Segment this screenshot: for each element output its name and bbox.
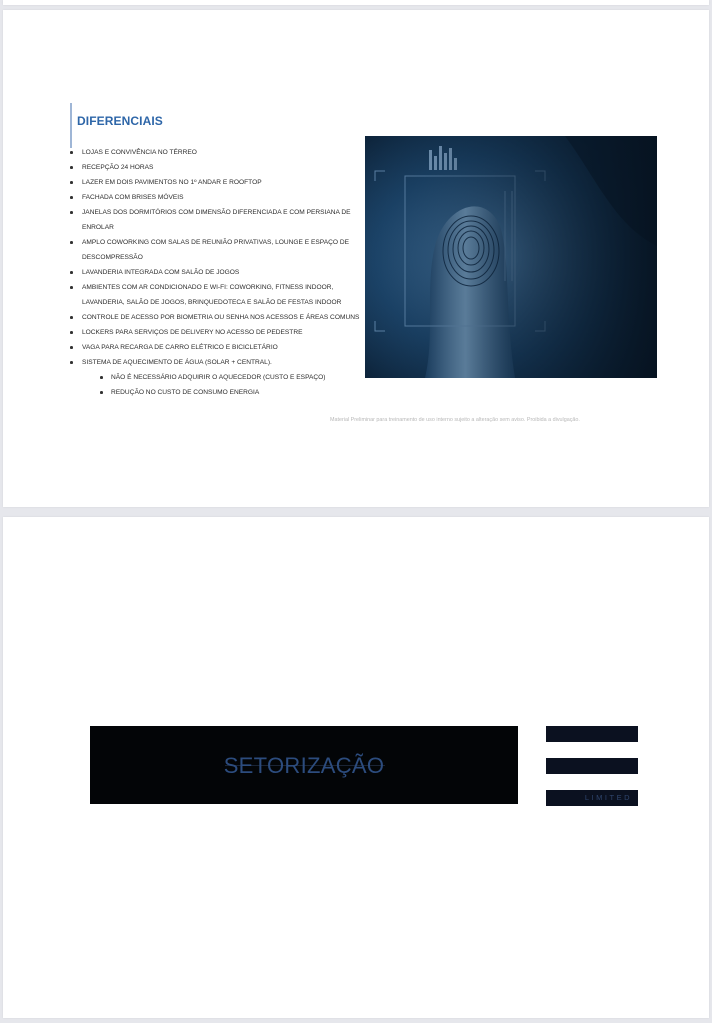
section-title-band (90, 726, 518, 804)
previous-page-edge (3, 0, 709, 5)
slide-diferenciais (3, 10, 709, 507)
slide-setorizacao (3, 517, 709, 1018)
disclaimer-text: Material Preliminar para treinamento de uso interno sujeito a alteração sem aviso. Proibida a divulgação. (330, 417, 580, 423)
feature-item: JANELAS DOS DORMITÓRIOS COM DIMENSÃO DIFERENCIADA E COM PERSIANA DE ENROLAR (67, 205, 367, 235)
section-title: SETORIZAÇÃO (223, 753, 385, 778)
feature-item: RECEPÇÃO 24 HORAS (67, 160, 367, 175)
slide-title: DIFERENCIAIS (77, 114, 163, 128)
feature-item: AMBIENTES COM AR CONDICIONADO E WI-FI: COWORKING, FITNESS INDOOR, LAVANDERIA, SALÃO DE JOGOS, BRINQUEDOTECA E SALÃO DE FESTAS INDOOR (67, 280, 367, 310)
feature-item: FACHADA COM BRISES MÓVEIS (67, 190, 367, 205)
feature-item: LOJAS E CONVIVÊNCIA NO TÉRREO (67, 145, 367, 160)
feature-item: LOCKERS PARA SERVIÇOS DE DELIVERY NO ACESSO DE PEDESTRE (67, 325, 367, 340)
feature-item: LAVANDERIA INTEGRADA COM SALÃO DE JOGOS (67, 265, 367, 280)
fingerprint-scan-image (365, 136, 657, 378)
feature-sub-item: NÃO É NECESSÁRIO ADQUIRIR O AQUECEDOR (CUSTO E ESPAÇO) (67, 370, 367, 385)
feature-item: SISTEMA DE AQUECIMENTO DE ÁGUA (SOLAR + CENTRAL). (67, 355, 367, 370)
feature-sub-item: REDUÇÃO NO CUSTO DE CONSUMO ENERGIA (67, 385, 367, 400)
feature-item: LAZER EM DOIS PAVIMENTOS NO 1º ANDAR E ROOFTOP (67, 175, 367, 190)
brand-logo-text: LIMITED (584, 793, 632, 802)
feature-item: CONTROLE DE ACESSO POR BIOMETRIA OU SENHA NOS ACESSOS E ÁREAS COMUNS (67, 310, 367, 325)
feature-item: AMPLO COWORKING COM SALAS DE REUNIÃO PRIVATIVAS, LOUNGE E ESPAÇO DE DESCOMPRESSÃO (67, 235, 367, 265)
logo-bar-top (546, 726, 638, 742)
features-list (67, 145, 367, 400)
logo-bar-bottom (546, 790, 638, 806)
title-accent-bar (70, 103, 72, 148)
logo-bar-middle (546, 758, 638, 774)
feature-item: VAGA PARA RECARGA DE CARRO ELÉTRICO E BICICLETÁRIO (67, 340, 367, 355)
